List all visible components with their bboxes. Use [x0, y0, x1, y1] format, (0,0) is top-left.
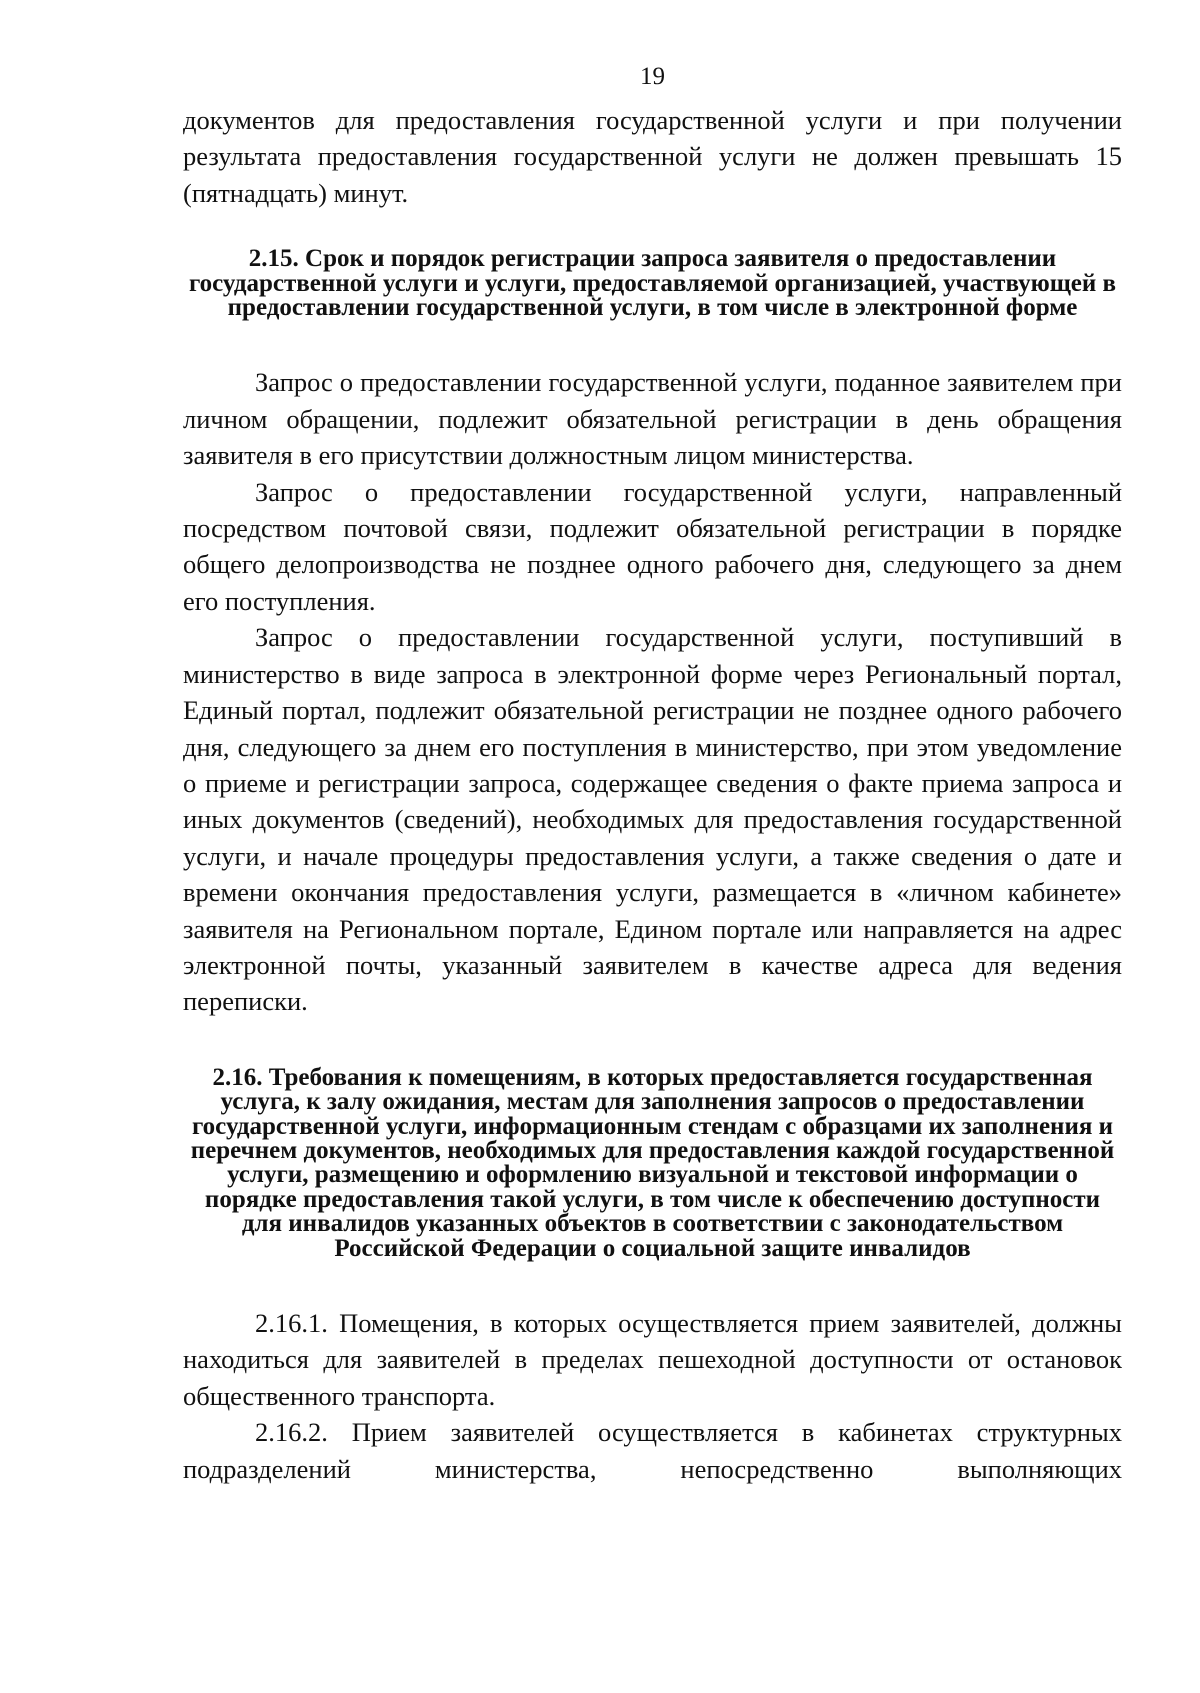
paragraph: 2.16.1. Помещения, в которых осуществляется прием заявителей, должны находиться для заявителей в пределах пешеходной доступности от остановок общественного транспорта. — [183, 1308, 1122, 1411]
paragraph: Запрос о предоставлении государственной услуги, поданное заявителем при личном обращении, подлежит обязательной регистрации в день обращения заявителя в его присутствии должностным лицом министерства. — [183, 367, 1122, 471]
paragraph: 2.16.2. Прием заявителей осуществляется в кабинетах структурных подразделений министерства, непосредственно выполняющих — [183, 1417, 1122, 1484]
paragraph: Запрос о предоставлении государственной услуги, поступивший в министерство в виде запроса в электронной форме через Региональный портал, Единый портал, подлежит обязательной регистрации не позднее одного рабочего дня, следующего за днем его поступления в министерство, при этом уведомление о приеме и регистрации запроса, содержащее сведения о факте приема запроса и иных документов (сведений), необходимых для предоставления государственной услуги, и начале процедуры предоставления услуги, а также сведения о дате и времени окончания предоставления услуги, размещается в «личном кабинете» заявителя на Региональном портале, Едином портале или направляется на адрес электронной почты, указанный заявителем в качестве адреса для ведения переписки. — [183, 622, 1122, 1017]
section-heading-2-15: 2.15. Срок и порядок регистрации запроса заявителя о предоставлении государственной услуги и услуги, предоставляемой организацией, участвующей в предоставлении государственной услуги, в том числе в электронной форме — [188, 245, 1117, 322]
paragraph: Запрос о предоставлении государственной услуги, направленный посредством почтовой связи, подлежит обязательной регистрации в порядке общего делопроизводства не позднее одного рабочего дня, следующего за днем его поступления. — [183, 476, 1122, 616]
page-number: 19 — [640, 63, 665, 90]
paragraph-continuation: документов для предоставления государственной услуги и при получении результата предоставления государственной услуги не должен превышать 15 (пятнадцать) минут. — [183, 105, 1122, 208]
document-page — [183, 62, 1122, 1487]
section-heading-2-16: 2.16. Требования к помещениям, в которых предоставляется государственная услуга, к залу ожидания, местам для заполнения запросов о предоставлении государственной услуги, информационным стендам с образцами их заполнения и перечнем документов, необходимых для предоставления каждой государственной услуги, размещению и оформлению визуальной и текстовой информации о порядке предоставления такой услуги, в том числе к обеспечению доступности для инвалидов указанных объектов в соответствии с законодательством Российской Федерации о социальной защите инвалидов — [190, 1063, 1115, 1262]
